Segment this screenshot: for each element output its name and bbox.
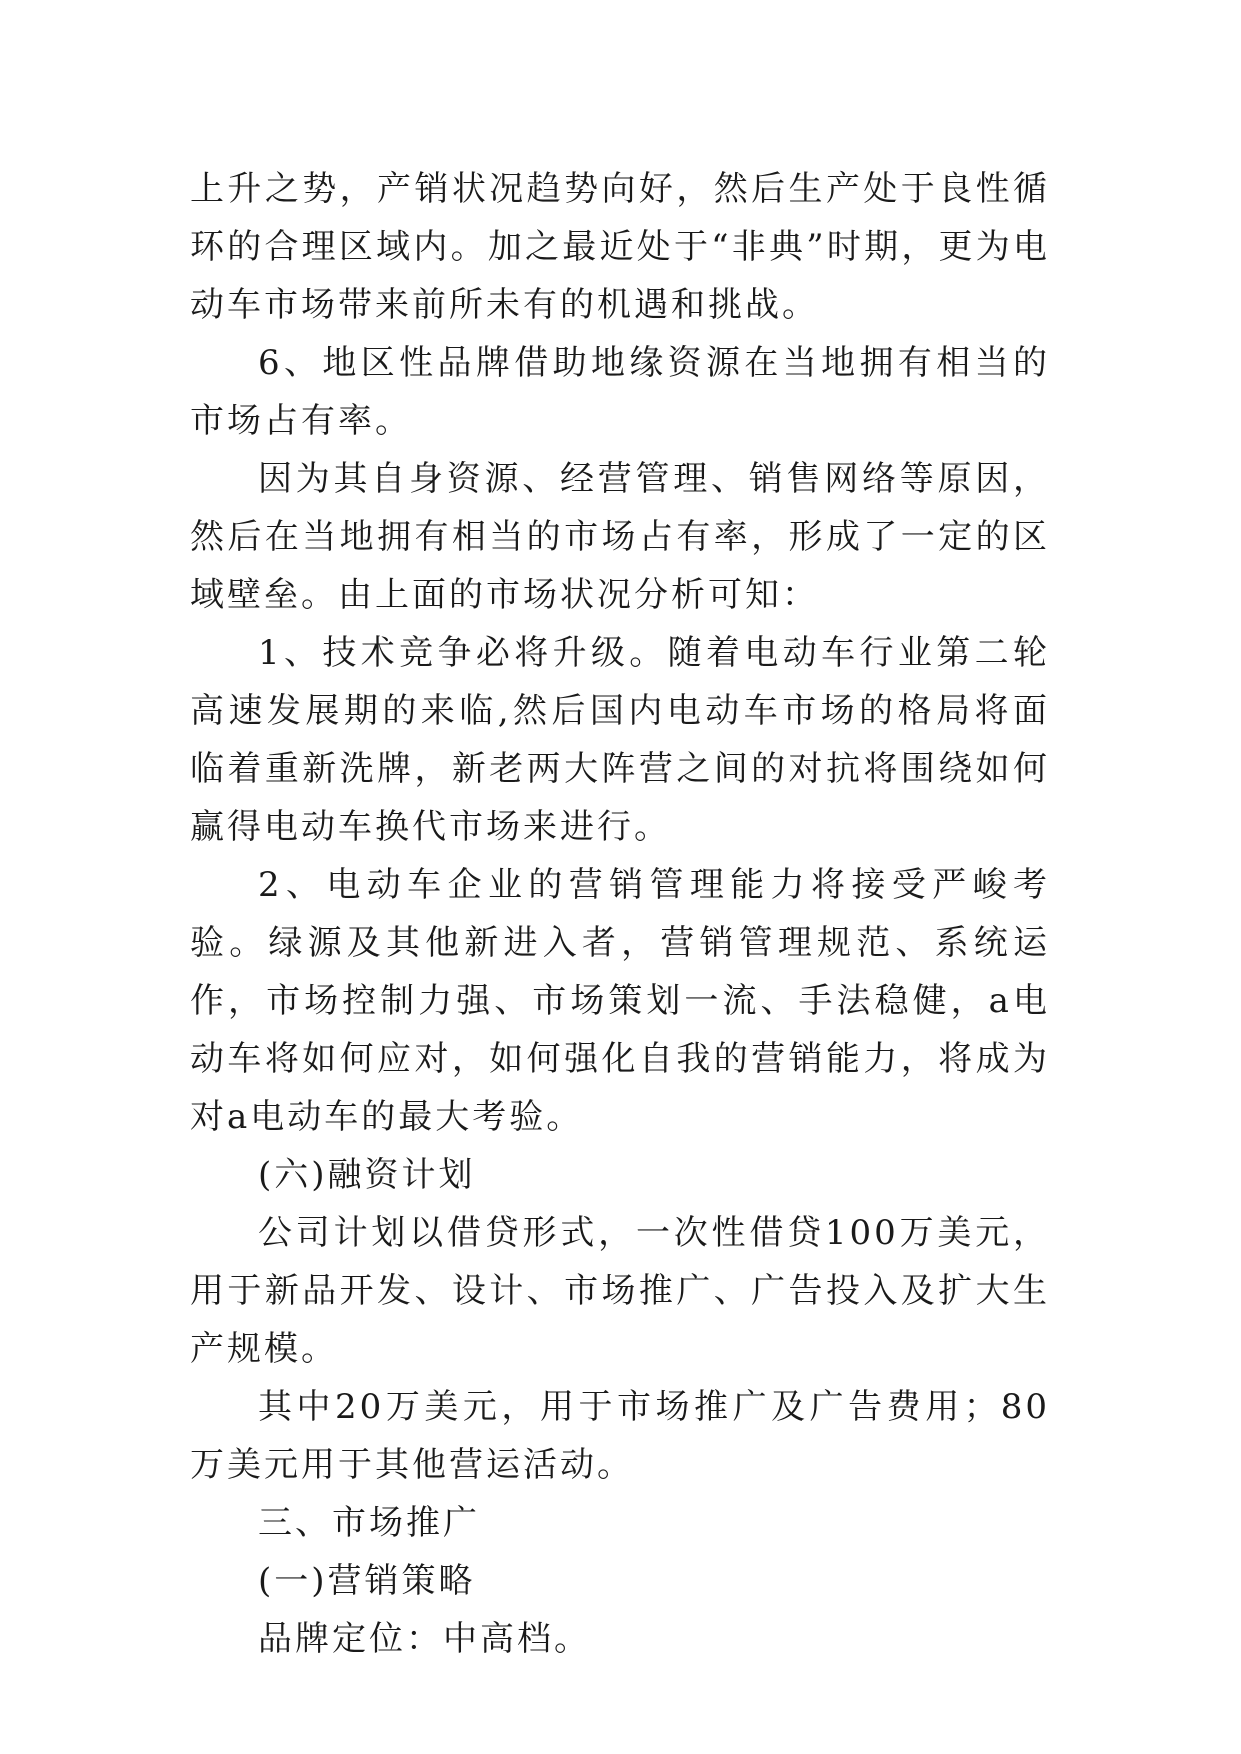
- section-heading-marketing-strategy: (一)营销策略: [258, 1561, 476, 1601]
- paragraph-5: 2、电动车企业的营销管理能力将接受严峻考验。绿源及其他新进入者，营销管理规范、系统运作，市场控制力强、市场策划一流、手法稳健，a电动车将如何应对，如何强化自我的营销能力，将成为对a电动车的最大考验。: [190, 865, 1050, 1137]
- document-body: [190, 160, 1050, 1668]
- section-heading-financing-plan: (六)融资计划: [258, 1155, 476, 1195]
- paragraph-1: 上升之势，产销状况趋势向好，然后生产处于良性循环的合理区域内。加之最近处于“非典”时期，更为电动车市场带来前所未有的机遇和挑战。: [190, 169, 1050, 325]
- section-heading-market-promotion: 三、市场推广: [258, 1503, 480, 1543]
- paragraph-2: 6、地区性品牌借助地缘资源在当地拥有相当的市场占有率。: [190, 343, 1050, 441]
- paragraph-8: 其中20万美元，用于市场推广及广告费用；80万美元用于其他营运活动。: [190, 1387, 1050, 1485]
- paragraph-7: 公司计划以借贷形式，一次性借贷100万美元，用于新品开发、设计、市场推广、广告投入及扩大生产规模。: [190, 1213, 1050, 1369]
- paragraph-4: 1、技术竞争必将升级。随着电动车行业第二轮高速发展期的来临,然后国内电动车市场的格局将面临着重新洗牌，新老两大阵营之间的对抗将围绕如何赢得电动车换代市场来进行。: [190, 633, 1050, 847]
- paragraph-11: 品牌定位：中高档。: [258, 1619, 591, 1659]
- paragraph-3: 因为其自身资源、经营管理、销售网络等原因，然后在当地拥有相当的市场占有率，形成了一定的区域壁垒。由上面的市场状况分析可知：: [190, 459, 1050, 615]
